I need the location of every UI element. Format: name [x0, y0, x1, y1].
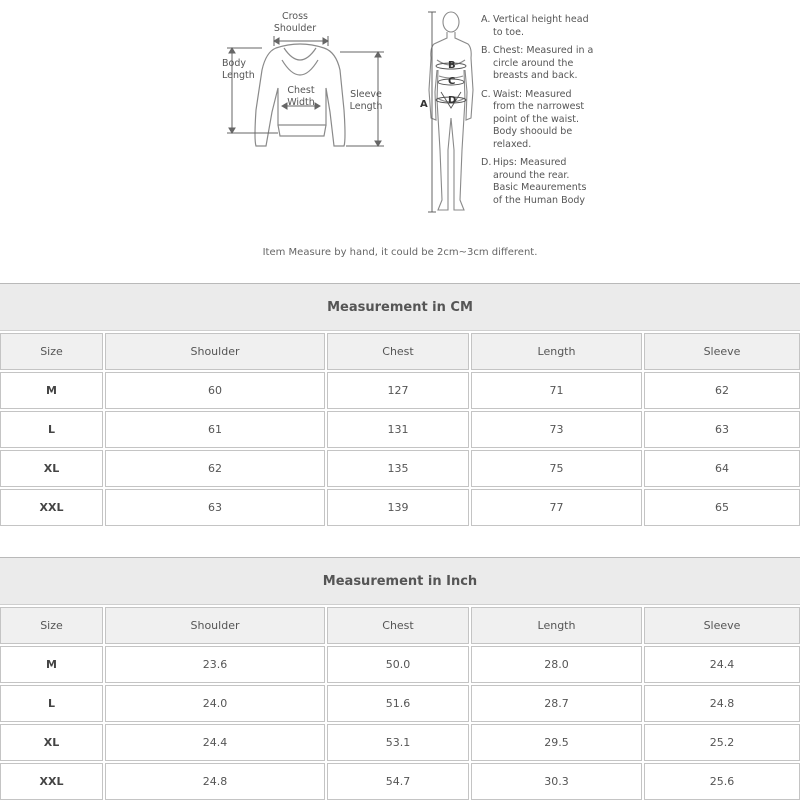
legend-item-c: [481, 89, 611, 152]
table-cell: 62: [105, 450, 325, 487]
table-row: [0, 489, 800, 526]
body-letter-b: B: [448, 60, 456, 71]
size-cell: XL: [0, 450, 103, 487]
table-cell: 63: [644, 411, 800, 448]
table-cell: 77: [471, 489, 642, 526]
table-cell: 73: [471, 411, 642, 448]
table-cell: 61: [105, 411, 325, 448]
cm-size-table: [0, 283, 800, 528]
table-cell: 24.8: [644, 685, 800, 722]
header-cell: Sleeve: [644, 333, 800, 370]
legend-text: Chest: Measured in a circle around the breasts and back.: [493, 45, 594, 81]
sleeve-length-label: Sleeve Length: [349, 89, 383, 112]
table-cell: 23.6: [105, 646, 325, 683]
cm-table: [0, 331, 800, 528]
table-cell: 29.5: [471, 724, 642, 761]
header-cell: Sleeve: [644, 607, 800, 644]
header-cell: Length: [471, 607, 642, 644]
table-cell: 24.0: [105, 685, 325, 722]
header-cell: Chest: [327, 607, 469, 644]
table-cell: 62: [644, 372, 800, 409]
legend-letter: D.: [481, 157, 492, 168]
measurement-illustration: [0, 0, 800, 280]
size-cell: L: [0, 411, 103, 448]
size-cell: XXL: [0, 489, 103, 526]
legend-letter: A.: [481, 14, 491, 25]
table-cell: 60: [105, 372, 325, 409]
table-cell: 24.8: [105, 763, 325, 800]
legend-letter: C.: [481, 88, 491, 100]
table-cell: 65: [644, 489, 800, 526]
table-cell: 54.7: [327, 763, 469, 800]
table-cell: 50.0: [327, 646, 469, 683]
inch-table: [0, 605, 800, 802]
table-row: [0, 372, 800, 409]
body-letter-a: A: [420, 99, 428, 110]
table-cell: 71: [471, 372, 642, 409]
table-cell: 53.1: [327, 724, 469, 761]
table-row: [0, 646, 800, 683]
inch-size-table: [0, 557, 800, 802]
body-length-label: Body Length: [222, 58, 255, 81]
legend-text: Vertical height head to toe.: [493, 14, 589, 38]
size-cell: XXL: [0, 763, 103, 800]
table-cell: 64: [644, 450, 800, 487]
chest-width-label: Chest Width: [287, 85, 315, 108]
legend-text: Waist: Measured from the narrowest point of the waist. Body shoould be relaxed.: [493, 88, 585, 150]
header-cell: Shoulder: [105, 607, 325, 644]
table-cell: 30.3: [471, 763, 642, 800]
legend-text: Hips: Measured around the rear. Basic Meaurements of the Human Body: [493, 157, 587, 206]
inch-table-title: Measurement in Inch: [0, 557, 800, 605]
table-cell: 25.6: [644, 763, 800, 800]
table-cell: 75: [471, 450, 642, 487]
header-cell: Length: [471, 333, 642, 370]
measurement-legend: [481, 14, 611, 207]
table-cell: 28.0: [471, 646, 642, 683]
table-cell: 24.4: [644, 646, 800, 683]
measurement-drawing: [0, 0, 800, 280]
table-cell: 127: [327, 372, 469, 409]
table-row: [0, 685, 800, 722]
size-cell: XL: [0, 724, 103, 761]
table-cell: 51.6: [327, 685, 469, 722]
header-cell: Shoulder: [105, 333, 325, 370]
cm-table-title: Measurement in CM: [0, 283, 800, 331]
table-row: [0, 411, 800, 448]
table-cell: 135: [327, 450, 469, 487]
table-cell: 25.2: [644, 724, 800, 761]
table-cell: 131: [327, 411, 469, 448]
header-cell: Size: [0, 333, 103, 370]
legend-item-a: [481, 14, 611, 39]
human-body-sketch: [429, 12, 473, 210]
body-letter-c: C: [448, 76, 456, 87]
table-row: [0, 763, 800, 800]
header-cell: Chest: [327, 333, 469, 370]
measure-note: Item Measure by hand, it could be 2cm~3cm different.: [262, 247, 538, 258]
header-cell: Size: [0, 607, 103, 644]
body-letter-d: D: [448, 95, 457, 106]
table-header-row: [0, 333, 800, 370]
legend-item-b: [481, 45, 611, 83]
table-row: [0, 450, 800, 487]
table-cell: 63: [105, 489, 325, 526]
legend-letter: B.: [481, 45, 491, 56]
size-cell: L: [0, 685, 103, 722]
size-cell: M: [0, 646, 103, 683]
table-cell: 28.7: [471, 685, 642, 722]
table-row: [0, 724, 800, 761]
table-cell: 24.4: [105, 724, 325, 761]
legend-item-d: [481, 157, 611, 207]
table-cell: 139: [327, 489, 469, 526]
cross-shoulder-label: Cross Shoulder: [273, 11, 317, 34]
size-cell: M: [0, 372, 103, 409]
table-header-row: [0, 607, 800, 644]
